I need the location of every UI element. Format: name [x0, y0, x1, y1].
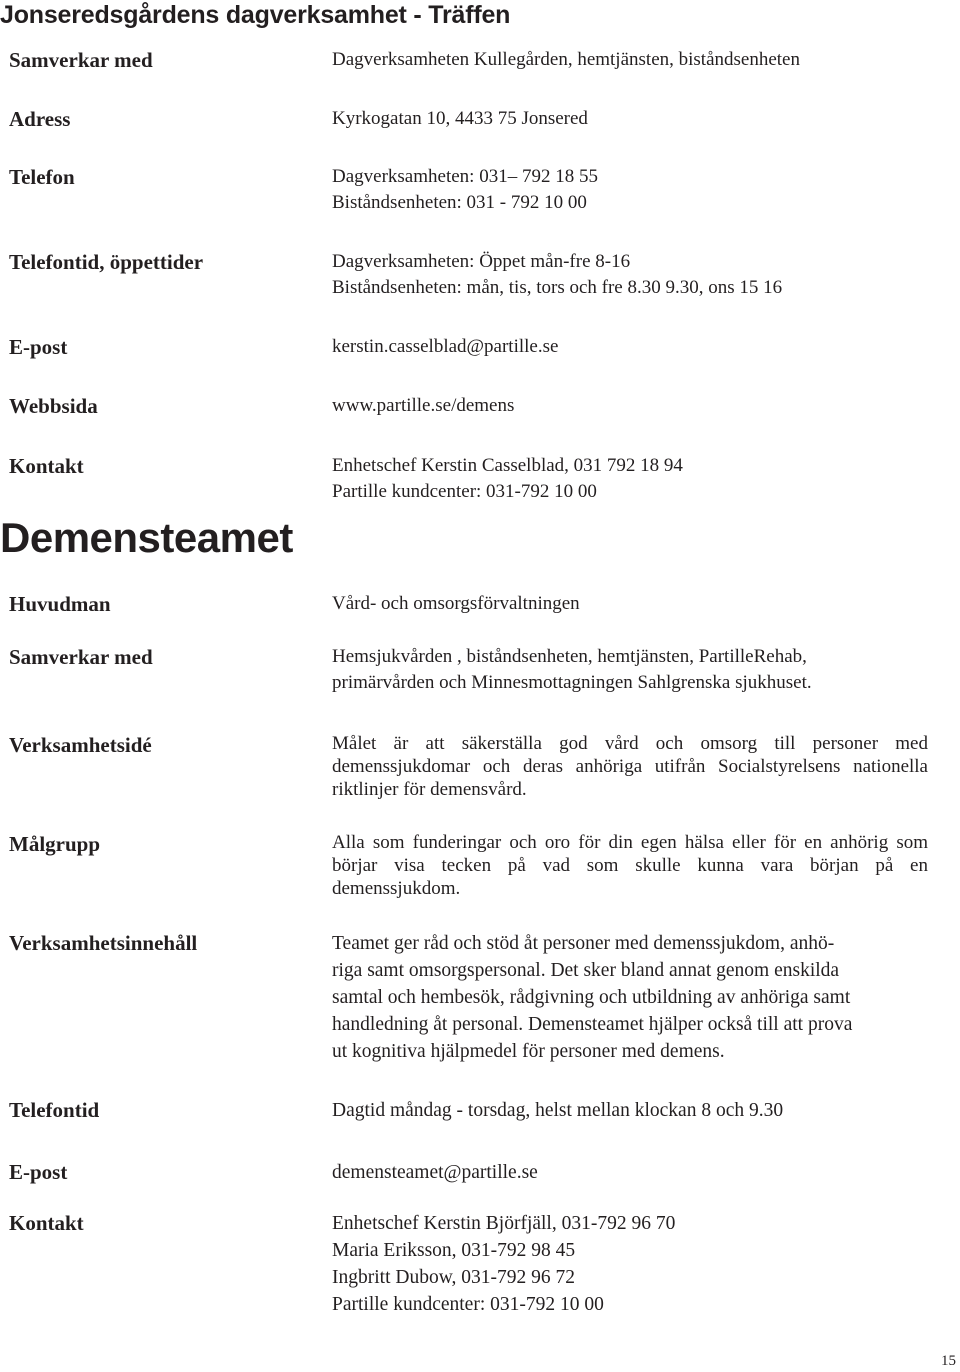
value-line: Enhetschef Kerstin Casselblad, 031 792 18 94: [332, 455, 683, 476]
value-line: riga samt omsorgspersonal. Det sker bland annat genom enskilda: [332, 960, 840, 981]
value-telefontid: [332, 1097, 932, 1124]
value-line: Hemsjukvården , biståndsenheten, hemtjänsten, PartilleRehab,: [332, 646, 807, 667]
label-e-post: E-post: [9, 335, 68, 359]
label-samverkar-med: Samverkar med: [9, 48, 153, 72]
label-adress: Adress: [9, 107, 71, 131]
section-title-traffen: Jonseredsgårdens dagverksamhet - Träffen: [0, 1, 511, 29]
value-line: Kyrkogatan 10, 4433 75 Jonsered: [332, 108, 588, 129]
value-line: Dagverksamheten Kullegården, hemtjänsten, biståndsenheten: [332, 49, 800, 70]
email-text: demensteamet@partille.se: [332, 1162, 538, 1183]
value-e-post: [332, 334, 932, 360]
email-text: kerstin.casselblad@partille.se: [332, 336, 559, 357]
value-line: Enhetschef Kerstin Björfjäll, 031-792 96 70: [332, 1213, 676, 1234]
value-line: Dagtid måndag - torsdag, helst mellan klockan 8 och 9.30: [332, 1100, 784, 1121]
value-line: samtal och hembesök, rådgivning och utbildning av anhöriga samt: [332, 987, 851, 1008]
value-line: Dagverksamheten: 031– 792 18 55: [332, 166, 598, 187]
label-malgrupp: Målgrupp: [9, 832, 101, 856]
label-telefontid: Telefontid: [9, 1098, 100, 1122]
value-malgrupp: [332, 831, 928, 900]
label-kontakt: Kontakt: [9, 1211, 84, 1235]
label-verksamhetsinnehall: Verksamhetsinnehåll: [9, 931, 198, 955]
value-huvudman: [332, 591, 932, 617]
label-verksamhetside: Verksamhetsidé: [9, 733, 152, 757]
label-e-post: E-post: [9, 1160, 68, 1184]
label-kontakt: Kontakt: [9, 454, 84, 478]
value-line: Dagverksamheten: Öppet mån-fre 8-16: [332, 251, 631, 272]
label-webbsida: Webbsida: [9, 394, 98, 418]
value-paragraph: Alla som funderingar och oro för din egen hälsa eller för en anhörig som börjar visa tecken på vad som skulle kunna vara början på en demenssjukdom.: [332, 832, 928, 899]
value-line: Biståndsenheten: 031 - 792 10 00: [332, 192, 587, 213]
label-huvudman: Huvudman: [9, 592, 111, 616]
label-samverkar-med: Samverkar med: [9, 645, 153, 669]
label-telefon: Telefon: [9, 165, 75, 189]
value-kontakt: [332, 1210, 932, 1318]
value-line: primärvården och Minnesmottagningen Sahlgrenska sjukhuset.: [332, 672, 812, 693]
value-adress: [332, 106, 932, 132]
value-line: Partille kundcenter: 031-792 10 00: [332, 1294, 604, 1315]
value-verksamhetside: [332, 732, 928, 801]
value-line: Teamet ger råd och stöd åt personer med demenssjukdom, anhö-: [332, 933, 835, 954]
website-text: www.partille.se/demens: [332, 395, 515, 416]
label-telefontid-oppettider: Telefontid, öppettider: [9, 250, 204, 274]
value-line: Vård- och omsorgsförvaltningen: [332, 593, 580, 614]
value-telefontid-oppettider: [332, 249, 932, 301]
value-samverkar-med: [332, 644, 932, 696]
value-webbsida: [332, 393, 932, 419]
value-line: Maria Eriksson, 031-792 98 45: [332, 1240, 576, 1261]
section-title-demensteamet: Demensteamet: [0, 514, 293, 561]
value-verksamhetsinnehall: [332, 930, 932, 1065]
value-e-post: [332, 1159, 932, 1186]
value-samverkar-med: [332, 47, 932, 73]
value-kontakt: [332, 453, 932, 505]
value-paragraph: Målet är att säkerställa god vård och omsorg till personer med demenssjukdomar och deras anhöriga utifrån Socialstyrelsens nationella riktlinjer för demensvård.: [332, 733, 928, 800]
value-line: Ingbritt Dubow, 031-792 96 72: [332, 1267, 576, 1288]
value-line: ut kognitiva hjälpmedel för personer med demens.: [332, 1041, 725, 1062]
value-telefon: [332, 164, 932, 216]
value-line: handledning åt personal. Demensteamet hjälper också till att prova: [332, 1014, 853, 1035]
page-number: 15: [941, 1353, 956, 1369]
value-line: Biståndsenheten: mån, tis, tors och fre 8.30 9.30, ons 15 16: [332, 277, 783, 298]
value-line: Partille kundcenter: 031-792 10 00: [332, 481, 597, 502]
